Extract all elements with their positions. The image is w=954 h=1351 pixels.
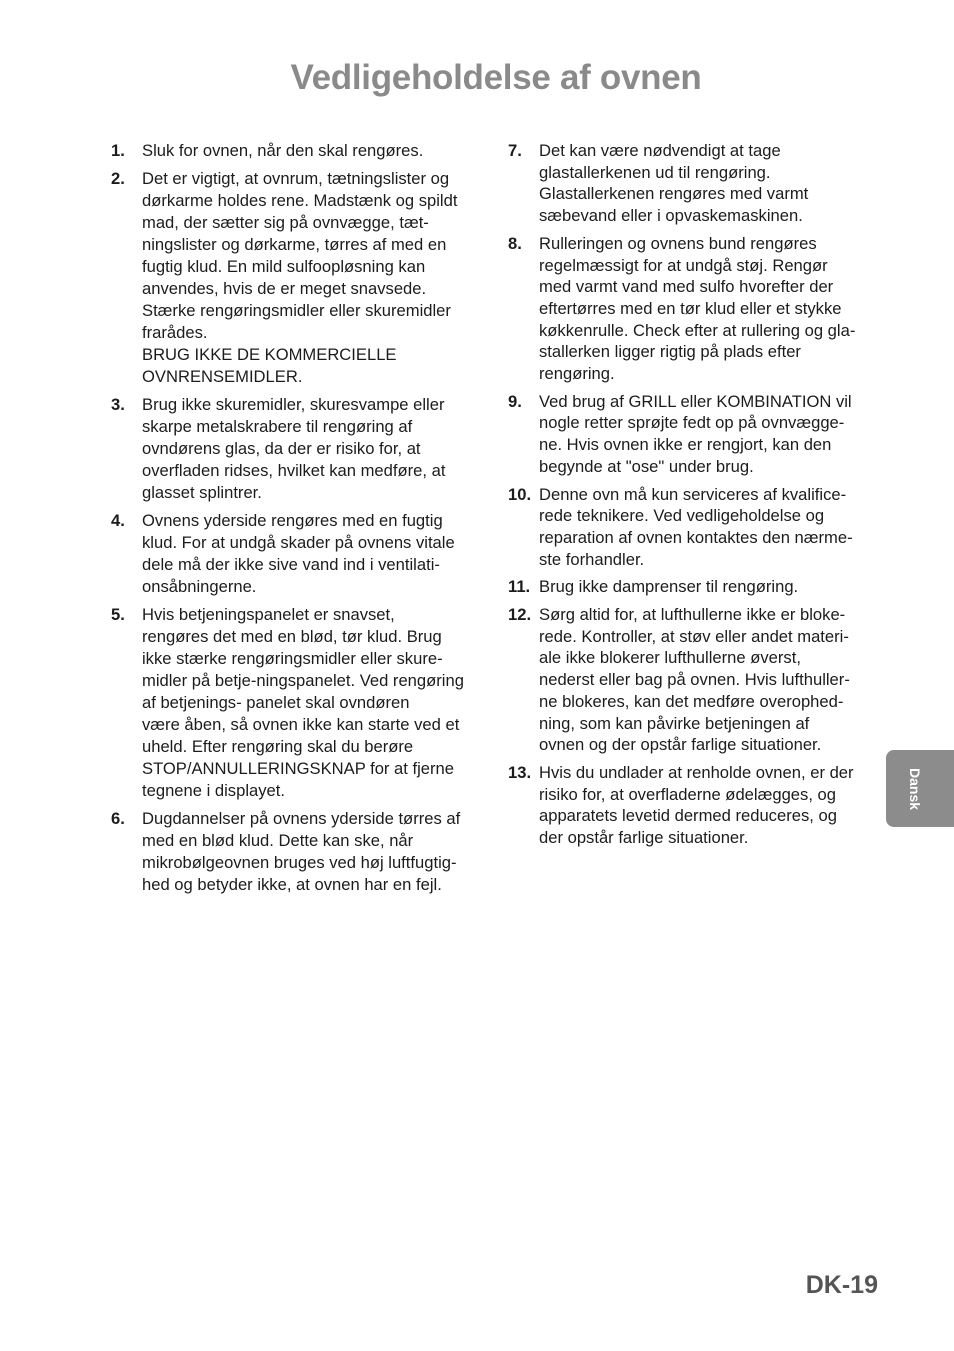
item-number: 7. (508, 141, 522, 160)
item-number: 6. (111, 809, 125, 828)
item-number: 12. (508, 605, 532, 625)
list-item (111, 510, 487, 598)
item-text: Rulleringen og ovnens bund rengøres regelmæssigt for at undgå støj. Rengør med varmt vand med sulfo hvorefter der eftertørres med en tør klud eller et stykke køkkenrulle. Check efter at rullering og gla- stallerken ligger rigtig på plads efter rengøring. (539, 233, 856, 384)
page-number: DK-19 (805, 1271, 878, 1299)
list-item (508, 140, 880, 227)
instruction-list-right (508, 140, 880, 855)
item-number: 1. (111, 141, 125, 160)
language-tab-label: Dansk (907, 767, 923, 811)
item-number: 4. (111, 511, 125, 530)
item-number: 13. (508, 762, 532, 782)
item-number: 5. (111, 605, 125, 624)
list-item (111, 394, 487, 504)
item-number: 10. (508, 484, 532, 504)
list-item (508, 576, 880, 598)
list-item (508, 391, 880, 478)
item-number: 11. (508, 577, 531, 597)
item-text: Ovnens yderside rengøres med en fugtig klud. For at undgå skader på ovnens vitale dele må der ikke sive vand ind i ventilati- onsåbningerne. (142, 511, 455, 596)
item-text: Brug ikke skuremidler, skuresvampe eller skarpe metalskrabere til rengøring af ovndørens glas, da der er risiko for, at overfladen ridses, hvilket kan medføre, at glasset splintrer. (142, 395, 446, 502)
page-title: Vedligeholdelse af ovnen (290, 58, 702, 97)
list-item (508, 233, 880, 385)
item-number: 9. (508, 391, 522, 411)
list-item (111, 604, 487, 802)
item-text: Det er vigtigt, at ovnrum, tætningslister og dørkarme holdes rene. Madstænk og spildt mad, der sætter sig på ovnvægge, tæt- ningslister og dørkarme, tørres af med en fugtig klud. En mild sulfoopløsning kan anvendes, hvis de er meget snavsede. Stærke rengøringsmidler eller skuremidler frarådes. BRUG IKKE DE KOMMERCIELLE OVNRENSEMIDLER. (142, 169, 458, 386)
list-item (111, 808, 487, 896)
list-item (508, 484, 880, 571)
instruction-list-left (111, 140, 487, 902)
item-number: 8. (508, 233, 522, 253)
item-text: Hvis du undlader at renholde ovnen, er der risiko for, at overfladerne ødelægges, og apparatets levetid dermed reduceres, og der opstår farlige situationer. (539, 762, 854, 848)
item-text: Ved brug af GRILL eller KOMBINATION vil nogle retter sprøjte fedt op på ovnvægge- ne. Hvis ovnen ikke er rengjort, kan den begynde at "ose" under brug. (539, 391, 852, 476)
item-text: Dugdannelser på ovnens yderside tørres af med en blød klud. Dette kan ske, når mikrobølgeovnen bruges ved høj luftfugtig- hed og betyder ikke, at ovnen har en fejl. (142, 809, 461, 894)
item-text: Denne ovn må kun serviceres af kvalifice- rede teknikere. Ved vedligeholdelse og reparation af ovnen kontaktes den nærme- ste forhandler. (539, 484, 853, 569)
list-item (508, 762, 880, 849)
item-text: Hvis betjeningspanelet er snavset, rengøres det med en blød, tør klud. Brug ikke stærke rengøringsmidler eller skure- midler på betje-ningspanelet. Ved rengøring af betjenings- panelet skal ovndøren være åben, så ovnen ikke kan starte ved et uheld. Efter rengøring skal du berøre STOP/ANNULLERINGSKNAP for at fjerne tegnene i displayet. (142, 605, 464, 800)
item-text: Det kan være nødvendigt at tage glastallerkenen ud til rengøring. Glastallerkenen rengøres med varmt sæbevand eller i opvaskemaskinen. (539, 141, 809, 226)
item-number: 2. (111, 169, 125, 188)
item-text: Sluk for ovnen, når den skal rengøres. (142, 141, 424, 160)
item-text: Brug ikke damprenser til rengøring. (539, 577, 799, 597)
list-item (111, 140, 487, 162)
list-item (111, 168, 487, 388)
item-text: Sørg altid for, at lufthullerne ikke er bloke- rede. Kontroller, at støv eller andet materi- ale ikke blokerer lufthullerne øverst, nederst eller bag på ovnen. Hvis lufthuller- ne blokeres, kan det medføre overophed- ning, som kan påvirke betjeningen af ovnen og der opstår farlige situationer. (539, 605, 850, 755)
item-number: 3. (111, 395, 125, 414)
list-item (508, 604, 880, 756)
